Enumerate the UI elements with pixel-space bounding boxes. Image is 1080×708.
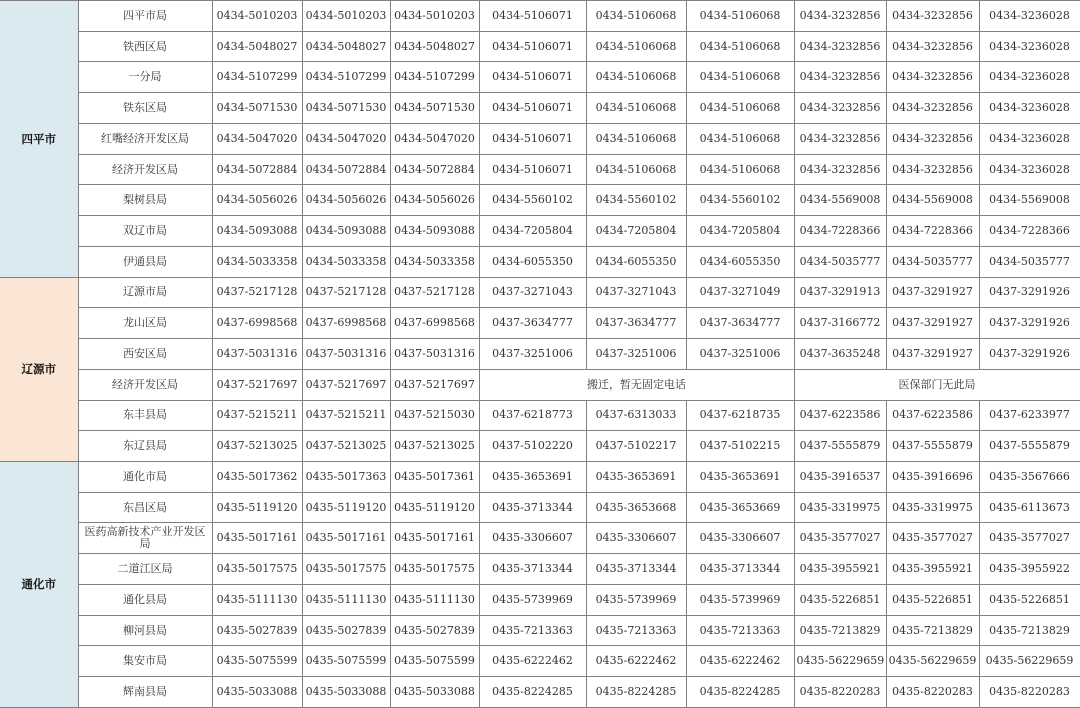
phone-number-cell: 0434-5106068	[586, 62, 686, 93]
phone-number-cell: 0437-3634777	[686, 308, 794, 339]
phone-number-cell: 0437-3634777	[479, 308, 586, 339]
phone-number-cell: 0437-5555879	[979, 431, 1080, 462]
phone-number-cell: 0435-5017575	[390, 554, 479, 585]
phone-number-cell: 0434-5106071	[479, 1, 586, 32]
phone-number-cell: 0434-5106071	[479, 62, 586, 93]
unit-name-cell: 东辽县局	[78, 431, 212, 462]
phone-number-cell: 0435-3713344	[479, 492, 586, 523]
phone-number-cell: 0435-3653669	[686, 492, 794, 523]
phone-number-cell: 0437-3291927	[886, 308, 979, 339]
unit-name-cell: 通化县局	[78, 584, 212, 615]
phone-number-cell: 0435-3916537	[794, 462, 886, 493]
phone-number-cell: 0435-5739969	[586, 584, 686, 615]
phone-number-cell: 0437-3271049	[686, 277, 794, 308]
phone-number-cell: 0435-5226851	[886, 584, 979, 615]
phone-number-cell: 0434-3236028	[979, 154, 1080, 185]
phone-number-cell: 0434-5106068	[586, 154, 686, 185]
phone-number-cell: 0435-5017362	[212, 462, 302, 493]
phone-number-cell: 0434-3236028	[979, 1, 1080, 32]
phone-number-cell: 0437-3291926	[979, 308, 1080, 339]
phone-number-cell: 0435-3577027	[886, 523, 979, 554]
table-row	[0, 185, 1080, 216]
phone-number-cell: 0435-3653668	[586, 492, 686, 523]
phone-number-cell: 0434-5033358	[212, 246, 302, 277]
phone-number-cell: 0434-5035777	[886, 246, 979, 277]
table-row	[0, 431, 1080, 462]
phone-number-cell: 0437-3271043	[479, 277, 586, 308]
phone-number-cell: 0437-3291927	[886, 339, 979, 370]
phone-number-cell: 0434-5560102	[686, 185, 794, 216]
phone-number-cell: 0435-5017161	[212, 523, 302, 554]
phone-number-cell: 0434-5071530	[390, 93, 479, 124]
phone-number-cell: 0437-5555879	[794, 431, 886, 462]
phone-number-cell: 0435-5017575	[212, 554, 302, 585]
phone-number-cell: 0434-5106068	[686, 31, 794, 62]
phone-number-cell: 0434-5106068	[686, 123, 794, 154]
phone-number-cell: 0434-5047020	[212, 123, 302, 154]
table-row	[0, 339, 1080, 370]
phone-number-cell: 0435-3713344	[586, 554, 686, 585]
unit-name-cell: 红嘴经济开发区局	[78, 123, 212, 154]
phone-number-cell: 0434-5569008	[979, 185, 1080, 216]
table-row	[0, 369, 1080, 400]
phone-number-cell: 0435-5119120	[212, 492, 302, 523]
phone-number-cell: 0434-5056026	[302, 185, 390, 216]
phone-number-cell: 0434-5033358	[390, 246, 479, 277]
phone-number-cell: 0435-5739969	[686, 584, 794, 615]
phone-number-cell: 0434-5569008	[886, 185, 979, 216]
table-row	[0, 93, 1080, 124]
phone-number-cell: 0437-3166772	[794, 308, 886, 339]
phone-number-cell: 0434-5560102	[479, 185, 586, 216]
phone-number-cell: 0435-7213363	[586, 615, 686, 646]
table-row	[0, 277, 1080, 308]
phone-number-cell: 0434-5033358	[302, 246, 390, 277]
phone-number-cell: 0437-5031316	[302, 339, 390, 370]
table-row	[0, 308, 1080, 339]
phone-number-cell: 0435-5119120	[302, 492, 390, 523]
phone-number-cell: 0437-6223586	[886, 400, 979, 431]
unit-name-cell: 梨树县局	[78, 185, 212, 216]
phone-number-cell: 0435-3577027	[979, 523, 1080, 554]
phone-number-cell: 0435-5027839	[212, 615, 302, 646]
phone-number-cell: 0437-5217697	[302, 369, 390, 400]
phone-number-cell: 0434-3232856	[794, 62, 886, 93]
phone-number-cell: 0434-5048027	[212, 31, 302, 62]
table-row	[0, 400, 1080, 431]
phone-number-cell: 0434-3236028	[979, 93, 1080, 124]
phone-number-cell: 0435-7213829	[886, 615, 979, 646]
phone-number-cell: 0437-5217128	[390, 277, 479, 308]
phone-number-cell: 0437-3291926	[979, 277, 1080, 308]
phone-number-cell: 0434-5010203	[212, 1, 302, 32]
phone-number-cell: 0437-6998568	[212, 308, 302, 339]
phone-number-cell: 0435-6113673	[979, 492, 1080, 523]
unit-name-cell: 西安区局	[78, 339, 212, 370]
phone-number-cell: 0434-5056026	[390, 185, 479, 216]
phone-number-cell: 0437-3291927	[886, 277, 979, 308]
phone-number-cell: 0434-5047020	[302, 123, 390, 154]
phone-number-cell: 0434-5106071	[479, 154, 586, 185]
phone-number-cell: 0437-5102215	[686, 431, 794, 462]
phone-number-cell: 0434-5010203	[302, 1, 390, 32]
phone-number-cell: 0435-5111130	[212, 584, 302, 615]
phone-number-cell: 0435-7213363	[686, 615, 794, 646]
table-row	[0, 62, 1080, 93]
table-row	[0, 31, 1080, 62]
phone-number-cell: 0435-5075599	[390, 646, 479, 677]
phone-number-cell: 0435-3306607	[479, 523, 586, 554]
unit-name-cell: 通化市局	[78, 462, 212, 493]
phone-number-cell: 0435-8220283	[794, 677, 886, 708]
phone-number-cell: 0435-5033088	[302, 677, 390, 708]
phone-number-cell: 0435-5017363	[302, 462, 390, 493]
phone-number-cell: 0435-5033088	[390, 677, 479, 708]
phone-number-cell: 0435-5027839	[390, 615, 479, 646]
phone-number-cell: 0434-3232856	[794, 93, 886, 124]
phone-number-cell: 0435-8224285	[586, 677, 686, 708]
table-row	[0, 615, 1080, 646]
phone-number-cell: 0434-3236028	[979, 62, 1080, 93]
phone-number-cell: 0437-3634777	[586, 308, 686, 339]
phone-number-cell: 0434-5106068	[586, 93, 686, 124]
phone-number-cell: 0435-3713344	[479, 554, 586, 585]
phone-number-cell: 0435-5226851	[794, 584, 886, 615]
phone-number-cell: 0435-5075599	[302, 646, 390, 677]
phone-number-cell: 0437-5555879	[886, 431, 979, 462]
phone-number-cell: 0434-3232856	[794, 154, 886, 185]
phone-number-cell: 0434-5071530	[212, 93, 302, 124]
phone-number-cell: 0437-5217697	[212, 369, 302, 400]
phone-number-cell: 0434-5107299	[302, 62, 390, 93]
phone-number-cell: 0434-5569008	[794, 185, 886, 216]
city-label: 辽源市	[0, 277, 78, 461]
phone-number-cell: 0437-5215211	[302, 400, 390, 431]
phone-number-cell: 0435-3955921	[794, 554, 886, 585]
phone-number-cell: 0435-8224285	[479, 677, 586, 708]
phone-number-cell: 0437-5102217	[586, 431, 686, 462]
phone-number-cell: 0434-5106068	[586, 1, 686, 32]
phone-number-cell: 0437-5217128	[302, 277, 390, 308]
phone-number-cell: 0435-5111130	[390, 584, 479, 615]
phone-number-cell: 0434-7228366	[886, 216, 979, 247]
phone-number-cell: 0435-8220283	[886, 677, 979, 708]
table-row	[0, 677, 1080, 708]
unit-name-cell: 龙山区局	[78, 308, 212, 339]
phone-number-cell: 0435-6222462	[586, 646, 686, 677]
phone-number-cell: 0437-5102220	[479, 431, 586, 462]
phone-number-cell: 0435-56229659	[979, 646, 1080, 677]
phone-number-cell: 0435-5119120	[390, 492, 479, 523]
phone-number-cell: 0435-3319975	[794, 492, 886, 523]
phone-number-cell: 0437-3251006	[686, 339, 794, 370]
phone-number-cell: 0435-5033088	[212, 677, 302, 708]
phone-number-cell: 0434-5107299	[390, 62, 479, 93]
phone-number-cell: 0435-3567666	[979, 462, 1080, 493]
phone-number-cell: 0435-5017161	[302, 523, 390, 554]
table-row	[0, 584, 1080, 615]
unit-name-cell: 辉南县局	[78, 677, 212, 708]
unit-name-cell: 医药高新技术产业开发区局	[78, 523, 212, 554]
phone-number-cell: 0434-7228366	[794, 216, 886, 247]
phone-number-cell: 0435-5017161	[390, 523, 479, 554]
city-label: 四平市	[0, 1, 78, 278]
phone-number-cell: 0434-3232856	[886, 62, 979, 93]
phone-number-cell: 0437-5213025	[302, 431, 390, 462]
phone-number-cell: 0435-3319975	[886, 492, 979, 523]
merged-note-cell: 搬迁，暂无固定电话	[479, 369, 794, 400]
phone-number-cell: 0434-6055350	[479, 246, 586, 277]
table-row	[0, 1, 1080, 32]
unit-name-cell: 二道江区局	[78, 554, 212, 585]
phone-number-cell: 0435-7213829	[979, 615, 1080, 646]
phone-number-cell: 0434-3232856	[886, 31, 979, 62]
phone-number-cell: 0435-3653691	[479, 462, 586, 493]
phone-number-cell: 0435-3653691	[586, 462, 686, 493]
phone-number-cell: 0434-5072884	[302, 154, 390, 185]
phone-number-cell: 0437-6998568	[390, 308, 479, 339]
phone-number-cell: 0434-5106071	[479, 31, 586, 62]
phone-number-cell: 0434-5106068	[586, 31, 686, 62]
phone-number-cell: 0437-6233977	[979, 400, 1080, 431]
phone-number-cell: 0434-5106068	[686, 1, 794, 32]
phone-number-cell: 0435-56229659	[886, 646, 979, 677]
phone-number-cell: 0435-56229659	[794, 646, 886, 677]
unit-name-cell: 东昌区局	[78, 492, 212, 523]
merged-note-cell: 医保部门无此局	[794, 369, 1080, 400]
phone-number-cell: 0434-5056026	[212, 185, 302, 216]
phone-number-cell: 0434-5106071	[479, 123, 586, 154]
table-row	[0, 462, 1080, 493]
phone-number-cell: 0434-7205804	[586, 216, 686, 247]
phone-number-cell: 0434-5035777	[794, 246, 886, 277]
phone-number-cell: 0437-3271043	[586, 277, 686, 308]
phone-number-cell: 0434-5035777	[979, 246, 1080, 277]
phone-number-cell: 0434-5048027	[302, 31, 390, 62]
phone-number-cell: 0434-5106071	[479, 93, 586, 124]
phone-number-cell: 0435-5017575	[302, 554, 390, 585]
phone-number-cell: 0437-5215211	[212, 400, 302, 431]
phone-number-cell: 0437-5217697	[390, 369, 479, 400]
phone-number-cell: 0434-3232856	[886, 1, 979, 32]
phone-number-cell: 0437-5215030	[390, 400, 479, 431]
unit-name-cell: 经济开发区局	[78, 154, 212, 185]
table-row	[0, 216, 1080, 247]
phone-number-cell: 0434-3232856	[794, 123, 886, 154]
phone-number-cell: 0435-3577027	[794, 523, 886, 554]
table-row	[0, 123, 1080, 154]
phone-number-cell: 0434-5106068	[686, 154, 794, 185]
phone-number-cell: 0435-5075599	[212, 646, 302, 677]
table-row	[0, 554, 1080, 585]
phone-number-cell: 0437-3291926	[979, 339, 1080, 370]
phone-number-cell: 0434-5072884	[212, 154, 302, 185]
phone-number-cell: 0435-5226851	[979, 584, 1080, 615]
phone-number-cell: 0435-5017361	[390, 462, 479, 493]
unit-name-cell: 集安市局	[78, 646, 212, 677]
phone-number-cell: 0435-3713344	[686, 554, 794, 585]
phone-number-cell: 0435-3916696	[886, 462, 979, 493]
phone-number-cell: 0434-5093088	[390, 216, 479, 247]
phone-number-cell: 0434-3236028	[979, 123, 1080, 154]
phone-number-cell: 0434-5072884	[390, 154, 479, 185]
phone-number-cell: 0434-6055350	[686, 246, 794, 277]
phone-number-cell: 0434-7228366	[979, 216, 1080, 247]
phone-number-cell: 0437-5213025	[390, 431, 479, 462]
table-row	[0, 646, 1080, 677]
phone-number-cell: 0437-5031316	[390, 339, 479, 370]
phone-number-cell: 0434-3232856	[886, 123, 979, 154]
table-row	[0, 246, 1080, 277]
unit-name-cell: 四平市局	[78, 1, 212, 32]
table-row	[0, 154, 1080, 185]
phone-number-cell: 0434-7205804	[686, 216, 794, 247]
phone-number-cell: 0437-3251006	[586, 339, 686, 370]
phone-number-cell: 0437-6998568	[302, 308, 390, 339]
phone-number-cell: 0434-5047020	[390, 123, 479, 154]
phone-number-cell: 0437-3291913	[794, 277, 886, 308]
phone-number-cell: 0437-5217128	[212, 277, 302, 308]
phone-number-cell: 0434-5010203	[390, 1, 479, 32]
phone-number-cell: 0434-6055350	[586, 246, 686, 277]
phone-number-cell: 0435-8220283	[979, 677, 1080, 708]
phone-number-cell: 0435-5027839	[302, 615, 390, 646]
phone-number-cell: 0437-5213025	[212, 431, 302, 462]
phone-number-cell: 0434-3232856	[886, 93, 979, 124]
phone-number-cell: 0437-3635248	[794, 339, 886, 370]
phone-number-cell: 0435-3955922	[979, 554, 1080, 585]
phone-number-cell: 0434-5106068	[686, 93, 794, 124]
phone-number-cell: 0437-5031316	[212, 339, 302, 370]
unit-name-cell: 伊通县局	[78, 246, 212, 277]
phone-number-cell: 0434-5106068	[586, 123, 686, 154]
phone-number-cell: 0435-3955921	[886, 554, 979, 585]
phone-number-cell: 0434-5048027	[390, 31, 479, 62]
unit-name-cell: 柳河县局	[78, 615, 212, 646]
phone-number-cell: 0435-6222462	[686, 646, 794, 677]
unit-name-cell: 铁西区局	[78, 31, 212, 62]
phone-number-cell: 0434-5560102	[586, 185, 686, 216]
phone-number-cell: 0437-6218773	[479, 400, 586, 431]
phone-number-cell: 0435-3653691	[686, 462, 794, 493]
table-row	[0, 492, 1080, 523]
phone-number-cell: 0435-7213363	[479, 615, 586, 646]
phone-number-cell: 0434-5093088	[212, 216, 302, 247]
phone-number-cell: 0437-6313033	[586, 400, 686, 431]
phone-number-cell: 0434-5093088	[302, 216, 390, 247]
city-label: 通化市	[0, 462, 78, 708]
phone-number-cell: 0434-3236028	[979, 31, 1080, 62]
phone-number-cell: 0434-7205804	[479, 216, 586, 247]
phone-number-cell: 0435-5739969	[479, 584, 586, 615]
unit-name-cell: 一分局	[78, 62, 212, 93]
phone-number-cell: 0435-3306607	[686, 523, 794, 554]
phone-number-cell: 0435-7213829	[794, 615, 886, 646]
unit-name-cell: 铁东区局	[78, 93, 212, 124]
phone-number-cell: 0434-3232856	[794, 31, 886, 62]
phone-number-cell: 0435-6222462	[479, 646, 586, 677]
unit-name-cell: 双辽市局	[78, 216, 212, 247]
phone-number-cell: 0434-3232856	[794, 1, 886, 32]
unit-name-cell: 经济开发区局	[78, 369, 212, 400]
phone-number-cell: 0435-5111130	[302, 584, 390, 615]
table-body	[0, 1, 1080, 708]
phone-number-cell: 0437-6223586	[794, 400, 886, 431]
table-row	[0, 523, 1080, 554]
phone-number-cell: 0437-3251006	[479, 339, 586, 370]
phone-number-cell: 0434-3232856	[886, 154, 979, 185]
phone-number-cell: 0435-8224285	[686, 677, 794, 708]
phone-number-cell: 0434-5107299	[212, 62, 302, 93]
phone-number-cell: 0434-5106068	[686, 62, 794, 93]
phone-number-cell: 0437-6218735	[686, 400, 794, 431]
phone-number-cell: 0435-3306607	[586, 523, 686, 554]
unit-name-cell: 东丰县局	[78, 400, 212, 431]
phone-number-cell: 0434-5071530	[302, 93, 390, 124]
unit-name-cell: 辽源市局	[78, 277, 212, 308]
